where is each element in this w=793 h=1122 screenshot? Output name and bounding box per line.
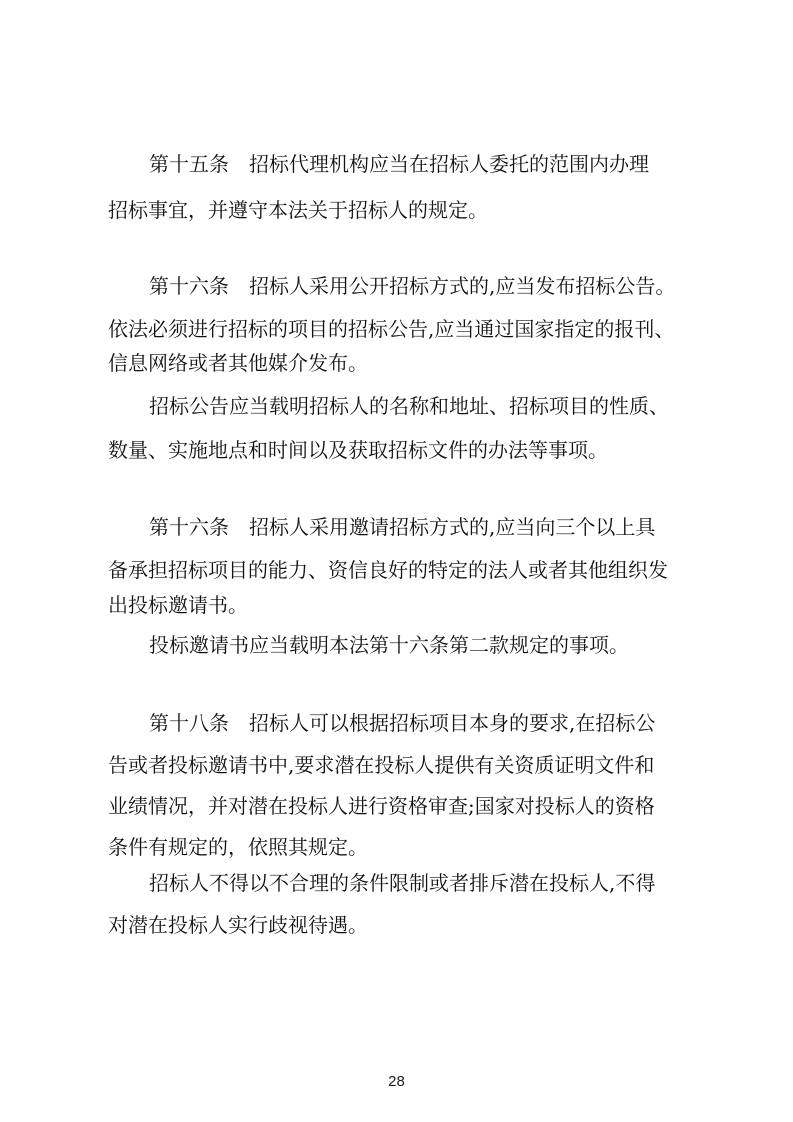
article-17-line-1: 第十六条 招标人采用邀请招标方式的,应当向三个以上具 <box>149 515 656 539</box>
article-17-line-2: 备承担招标项目的能力、资信良好的特定的法人或者其他组织发 <box>108 558 668 582</box>
page-number: 28 <box>388 1073 405 1090</box>
article-15-line-1: 第十五条 招标代理机构应当在招标人委托的范围内办理 <box>149 152 649 176</box>
article-18-paragraph-2-line-2: 对潜在投标人实行歧视待遇。 <box>108 913 368 937</box>
article-18-line-1: 第十八条 招标人可以根据招标项目本身的要求,在招标公 <box>149 711 656 735</box>
article-18-paragraph-2-line-1: 招标人不得以不合理的条件限制或者排斥潜在投标人,不得 <box>149 871 656 895</box>
article-17-line-3: 出投标邀请书。 <box>108 593 248 617</box>
article-17-paragraph-2-line-1: 投标邀请书应当载明本法第十六条第二款规定的事项。 <box>149 633 629 657</box>
article-18-line-3: 业绩情况，并对潜在投标人进行资格审查;国家对投标人的资格 <box>108 794 655 818</box>
article-18-line-2: 告或者投标邀请书中,要求潜在投标人提供有关资质证明文件和 <box>108 753 655 777</box>
article-18-line-4: 条件有规定的，依照其规定。 <box>108 835 368 859</box>
article-15-line-2: 招标事宜，并遵守本法关于招标人的规定。 <box>108 198 488 222</box>
article-16-line-1: 第十六条 招标人采用公开招标方式的,应当发布招标公告。 <box>149 274 676 298</box>
article-16-line-2: 依法必须进行招标的项目的招标公告,应当通过国家指定的报刊、 <box>108 317 675 341</box>
article-16-line-3: 信息网络或者其他媒介发布。 <box>108 351 368 375</box>
article-16-paragraph-2-line-2: 数量、实施地点和时间以及获取招标文件的办法等事项。 <box>108 438 608 462</box>
article-16-paragraph-2-line-1: 招标公告应当载明招标人的名称和地址、招标项目的性质、 <box>149 394 669 418</box>
